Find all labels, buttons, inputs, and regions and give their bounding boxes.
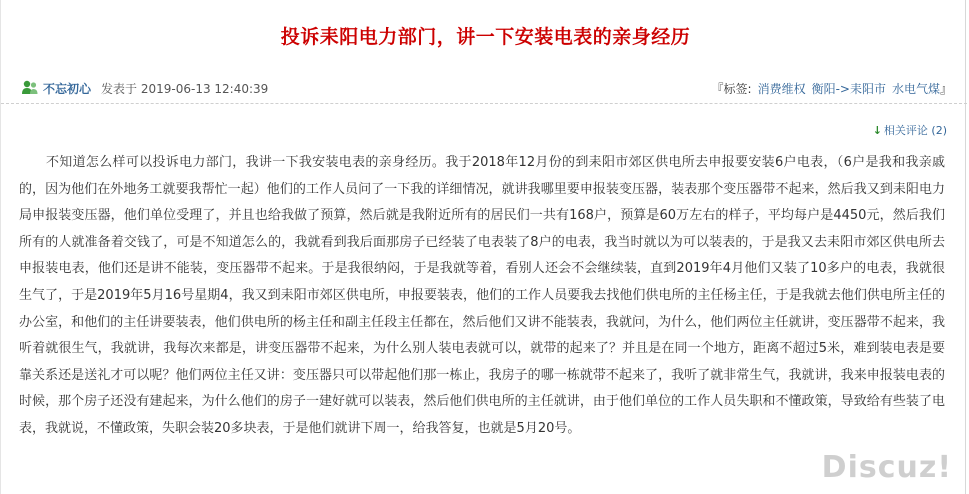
tags-label: 『标签: xyxy=(711,82,752,96)
post-meta xyxy=(1,70,967,104)
tag-link[interactable]: 衡阳->耒阳市 xyxy=(811,82,886,96)
tags-end: 』 xyxy=(939,82,952,96)
tag-link[interactable]: 水电气煤 xyxy=(891,82,940,96)
author-link[interactable]: 不忘初心 xyxy=(43,82,92,96)
user-icon xyxy=(21,79,39,97)
posted-time: 2019-06-13 12:40:39 xyxy=(140,82,269,96)
posted-label: 发表于 xyxy=(101,82,138,96)
tag-list xyxy=(712,80,952,97)
page-title: 投诉耒阳电力部门，讲一下安装电表的亲身经历 xyxy=(280,26,691,48)
tag-link[interactable]: 消费维权 xyxy=(757,82,806,96)
post-timestamp xyxy=(101,80,268,97)
related-label: 相关评论 (2) xyxy=(883,124,947,137)
discuz-logo: Discuz! xyxy=(821,450,952,485)
related-comments-link[interactable] xyxy=(873,122,947,138)
arrow-down-icon: ↓ xyxy=(872,124,882,137)
post-body: 不知道怎么样可以投诉电力部门，我讲一下我安装电表的亲身经历。我于2018年12月份的到耒阳市郊区供电所去申报要安装6户电表，（6户是我和我亲戚的，因为他们在外地务工就要我帮忙一起）他们的工作人员问了一下我的详细情况，就讲我哪里要申报装变压器，装表那个变压器带不起来，然后我又到耒阳电力局申报装变压器，他们单位受理了，并且也给我做了预算，然后就是我附近所有的居民们一共有168户，预算是60万左右的样子，平均每户是4450元，然后我们所有的人就准备着交钱了，可是不知道怎么的，我就看到我后面那房子已经装了电表装了8户的电表，我当时就以为可以装表的，于是我又去耒阳市郊区供电所去申报装电表，他们还是讲不能装，变压器带不起来。于是我很纳闷，于是我就等着，看别人还会不会继续装，直到2019年4月他们又装了10多户的电表，我就很生气了，于是2019年5月16号星期4，我又到耒阳市郊区供电所，申报要装表，他们的工作人员要我去找他们供电所的主任杨主任，于是我就去他们供电所主任的办公室，和他们的主任讲要装表，他们供电所的杨主任和副主任段主任都在，然后他们又讲不能装表，我就问，为什么，他们两位主任就讲，变压器带不起来，我听着就很生气，我就讲，我每次来都是，讲变压器带不起来，为什么别人装电表就可以，就带的起来了？并且是在同一个地方，距离不超过5米，难到装电表是要靠关系还是送礼才可以呢？他们两位主任又讲：变压器只可以带起他们那一栋止，我房子的哪一栋就带不起来了，我听了就非常生气，我就讲，我来申报装电表的时候，那个房子还没有建起来，为什么他们的房子一建好就可以装表，然后他们供电所的主任就讲，由于他们单位的工作人员失职和不懂政策，导致给有些装了电表，我就说，不懂政策，失职会装20多块表，于是他们就讲下周一，给我答复，也就是5月20号。 xyxy=(19,155,945,436)
